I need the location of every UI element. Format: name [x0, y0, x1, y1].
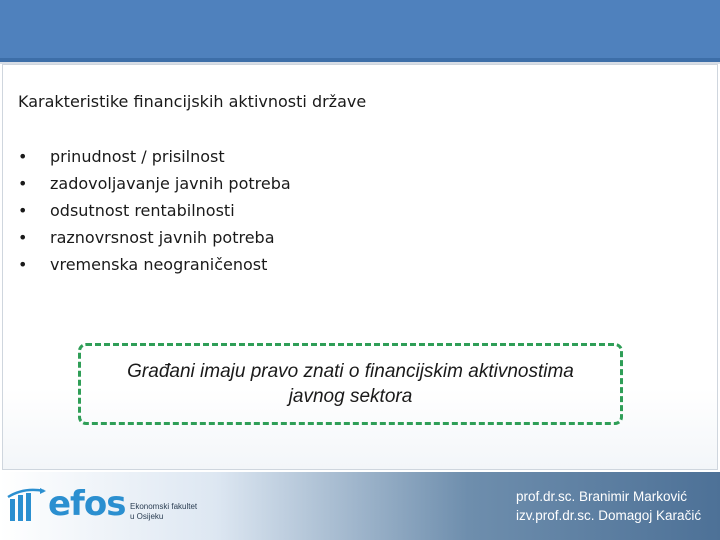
bullet-icon: •: [18, 147, 28, 166]
title-banner: [0, 0, 720, 64]
faculty-name: [130, 502, 197, 522]
callout-text-line2: javnog sektora: [288, 386, 413, 407]
list-item: [18, 226, 291, 253]
bullet-list: [18, 145, 291, 280]
list-item: [18, 199, 291, 226]
efos-logo: efos: [48, 484, 126, 524]
list-item: [18, 172, 291, 199]
author-line1: prof.dr.sc. Branimir Marković: [516, 489, 688, 504]
slide-subtitle: Karakteristike financijskih aktivnosti države: [18, 92, 367, 111]
bullet-text: odsutnost rentabilnosti: [50, 201, 235, 220]
callout-text-line1: Građani imaju pravo znati o financijskim aktivnostima: [127, 361, 574, 382]
bullet-icon: •: [18, 174, 28, 193]
bullet-text: raznovrsnost javnih potreba: [50, 228, 275, 247]
bullet-icon: •: [18, 228, 28, 247]
list-item: [18, 253, 291, 280]
bullet-icon: •: [18, 255, 28, 274]
bullet-icon: •: [18, 201, 28, 220]
bullet-text: vremenska neograničenost: [50, 255, 268, 274]
callout-box: [78, 343, 623, 425]
efos-logo-bars-icon: [6, 485, 48, 525]
list-item: [18, 145, 291, 172]
faculty-name-line2: u Osijeku: [130, 512, 164, 521]
faculty-name-line1: Ekonomski fakultet: [130, 502, 198, 511]
bullet-text: zadovoljavanje javnih potreba: [50, 174, 291, 193]
bullet-text: prinudnost / prisilnost: [50, 147, 225, 166]
author-line2: izv.prof.dr.sc. Domagoj Karačić: [516, 508, 702, 523]
author-block: [516, 487, 701, 525]
